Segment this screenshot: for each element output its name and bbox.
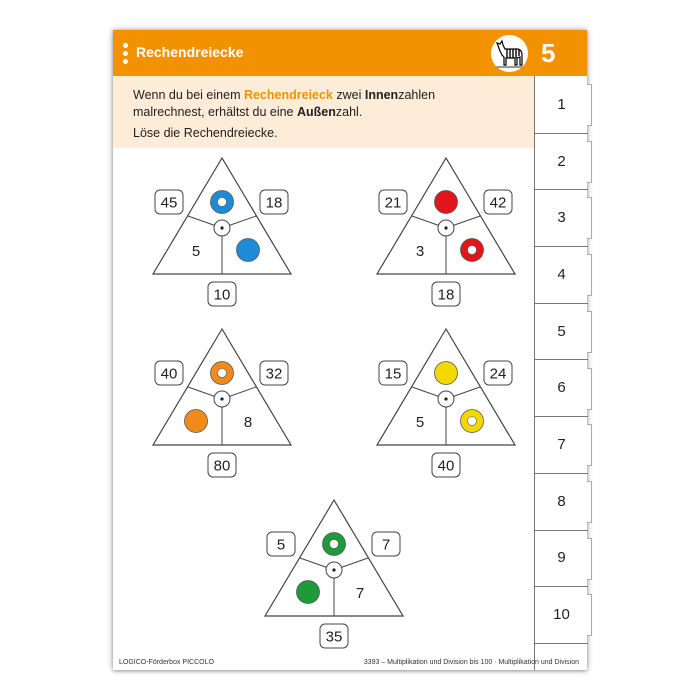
footer-right: 3393 – Multiplikation und Division bis 100 · Multiplikation und Division <box>363 659 579 666</box>
worksheet-card <box>113 30 587 670</box>
triangles-area <box>113 30 534 650</box>
answer-cell-label: 3 <box>557 209 566 227</box>
outer-bottom-number: 40 <box>437 457 455 475</box>
outer-left-number: 21 <box>384 194 402 212</box>
answer-cell-label: 4 <box>557 265 566 283</box>
answer-cell-label: 10 <box>553 606 570 624</box>
cell-tab <box>587 311 592 353</box>
top-field-dot-marker <box>435 362 458 385</box>
answer-cell-label: 2 <box>557 152 566 170</box>
outer-bottom-number: 18 <box>437 286 455 304</box>
left-field-dot-marker <box>297 581 320 604</box>
answer-cell-7[interactable] <box>535 416 588 474</box>
page-title: Rechendreiecke <box>136 44 244 60</box>
outer-right-number: 42 <box>489 194 507 212</box>
answer-cell-label: 7 <box>557 436 566 454</box>
answer-cell-8[interactable] <box>535 473 588 531</box>
answer-column <box>534 76 588 670</box>
cell-tab <box>587 594 592 636</box>
outer-right-number: 32 <box>265 365 283 383</box>
instruction-line-1: Wenn du bei einem Rechendreieck zwei Innenzahlen <box>133 88 436 102</box>
cell-tab <box>587 197 592 239</box>
top-field-dot-marker <box>435 191 458 214</box>
left-inner-number: 3 <box>415 243 425 260</box>
outer-bottom-number: 10 <box>213 286 231 304</box>
instruction-line-3: Löse die Rechendreiecke. <box>133 126 278 140</box>
calc-triangle-4[interactable] <box>377 329 515 477</box>
outer-left-number: 45 <box>160 194 178 212</box>
answer-cell-3[interactable] <box>535 189 588 247</box>
outer-right-number: 24 <box>489 365 507 383</box>
answer-cell-label: 1 <box>557 95 566 113</box>
right-inner-number: 7 <box>355 585 365 602</box>
left-field-dot-marker <box>185 410 208 433</box>
cell-tab <box>587 368 592 410</box>
answer-cell-label: 5 <box>557 322 566 340</box>
answer-cell-4[interactable] <box>535 246 588 304</box>
left-inner-number: 5 <box>191 243 201 260</box>
answer-cell-label: 8 <box>557 492 566 510</box>
outer-left-number: 5 <box>276 536 286 554</box>
cell-tab <box>587 141 592 183</box>
cell-tab <box>587 538 592 580</box>
calc-triangle-1[interactable] <box>153 158 291 306</box>
answer-cell-label: 6 <box>557 379 566 397</box>
cell-tab <box>587 481 592 523</box>
cell-tab <box>587 424 592 466</box>
cell-tab <box>587 254 592 296</box>
calc-triangle-5[interactable] <box>265 500 403 648</box>
outer-left-number: 40 <box>160 365 178 383</box>
calc-triangle-2[interactable] <box>377 158 515 306</box>
answer-cell-10[interactable] <box>535 586 588 644</box>
outer-bottom-number: 35 <box>325 628 343 646</box>
outer-left-number: 15 <box>384 365 402 383</box>
answer-cell-2[interactable] <box>535 133 588 191</box>
answer-cell-1[interactable] <box>535 76 588 134</box>
footer-left: LOGICO-Förderbox PICCOLO <box>119 659 214 666</box>
answer-cell-5[interactable] <box>535 303 588 361</box>
answer-cell-label: 9 <box>557 549 566 567</box>
cell-tab <box>587 84 592 126</box>
page-number: 5 <box>541 38 556 68</box>
outer-bottom-number: 80 <box>213 457 231 475</box>
instruction-line-2: malrechnest, erhältst du eine Außenzahl. <box>133 105 363 119</box>
right-field-dot-marker <box>237 239 260 262</box>
calc-triangle-3[interactable] <box>153 329 291 477</box>
outer-right-number: 18 <box>265 194 283 212</box>
answer-cell-9[interactable] <box>535 530 588 588</box>
left-inner-number: 5 <box>415 414 425 431</box>
outer-right-number: 7 <box>381 536 391 554</box>
right-inner-number: 8 <box>243 414 253 431</box>
answer-cell-6[interactable] <box>535 360 588 418</box>
